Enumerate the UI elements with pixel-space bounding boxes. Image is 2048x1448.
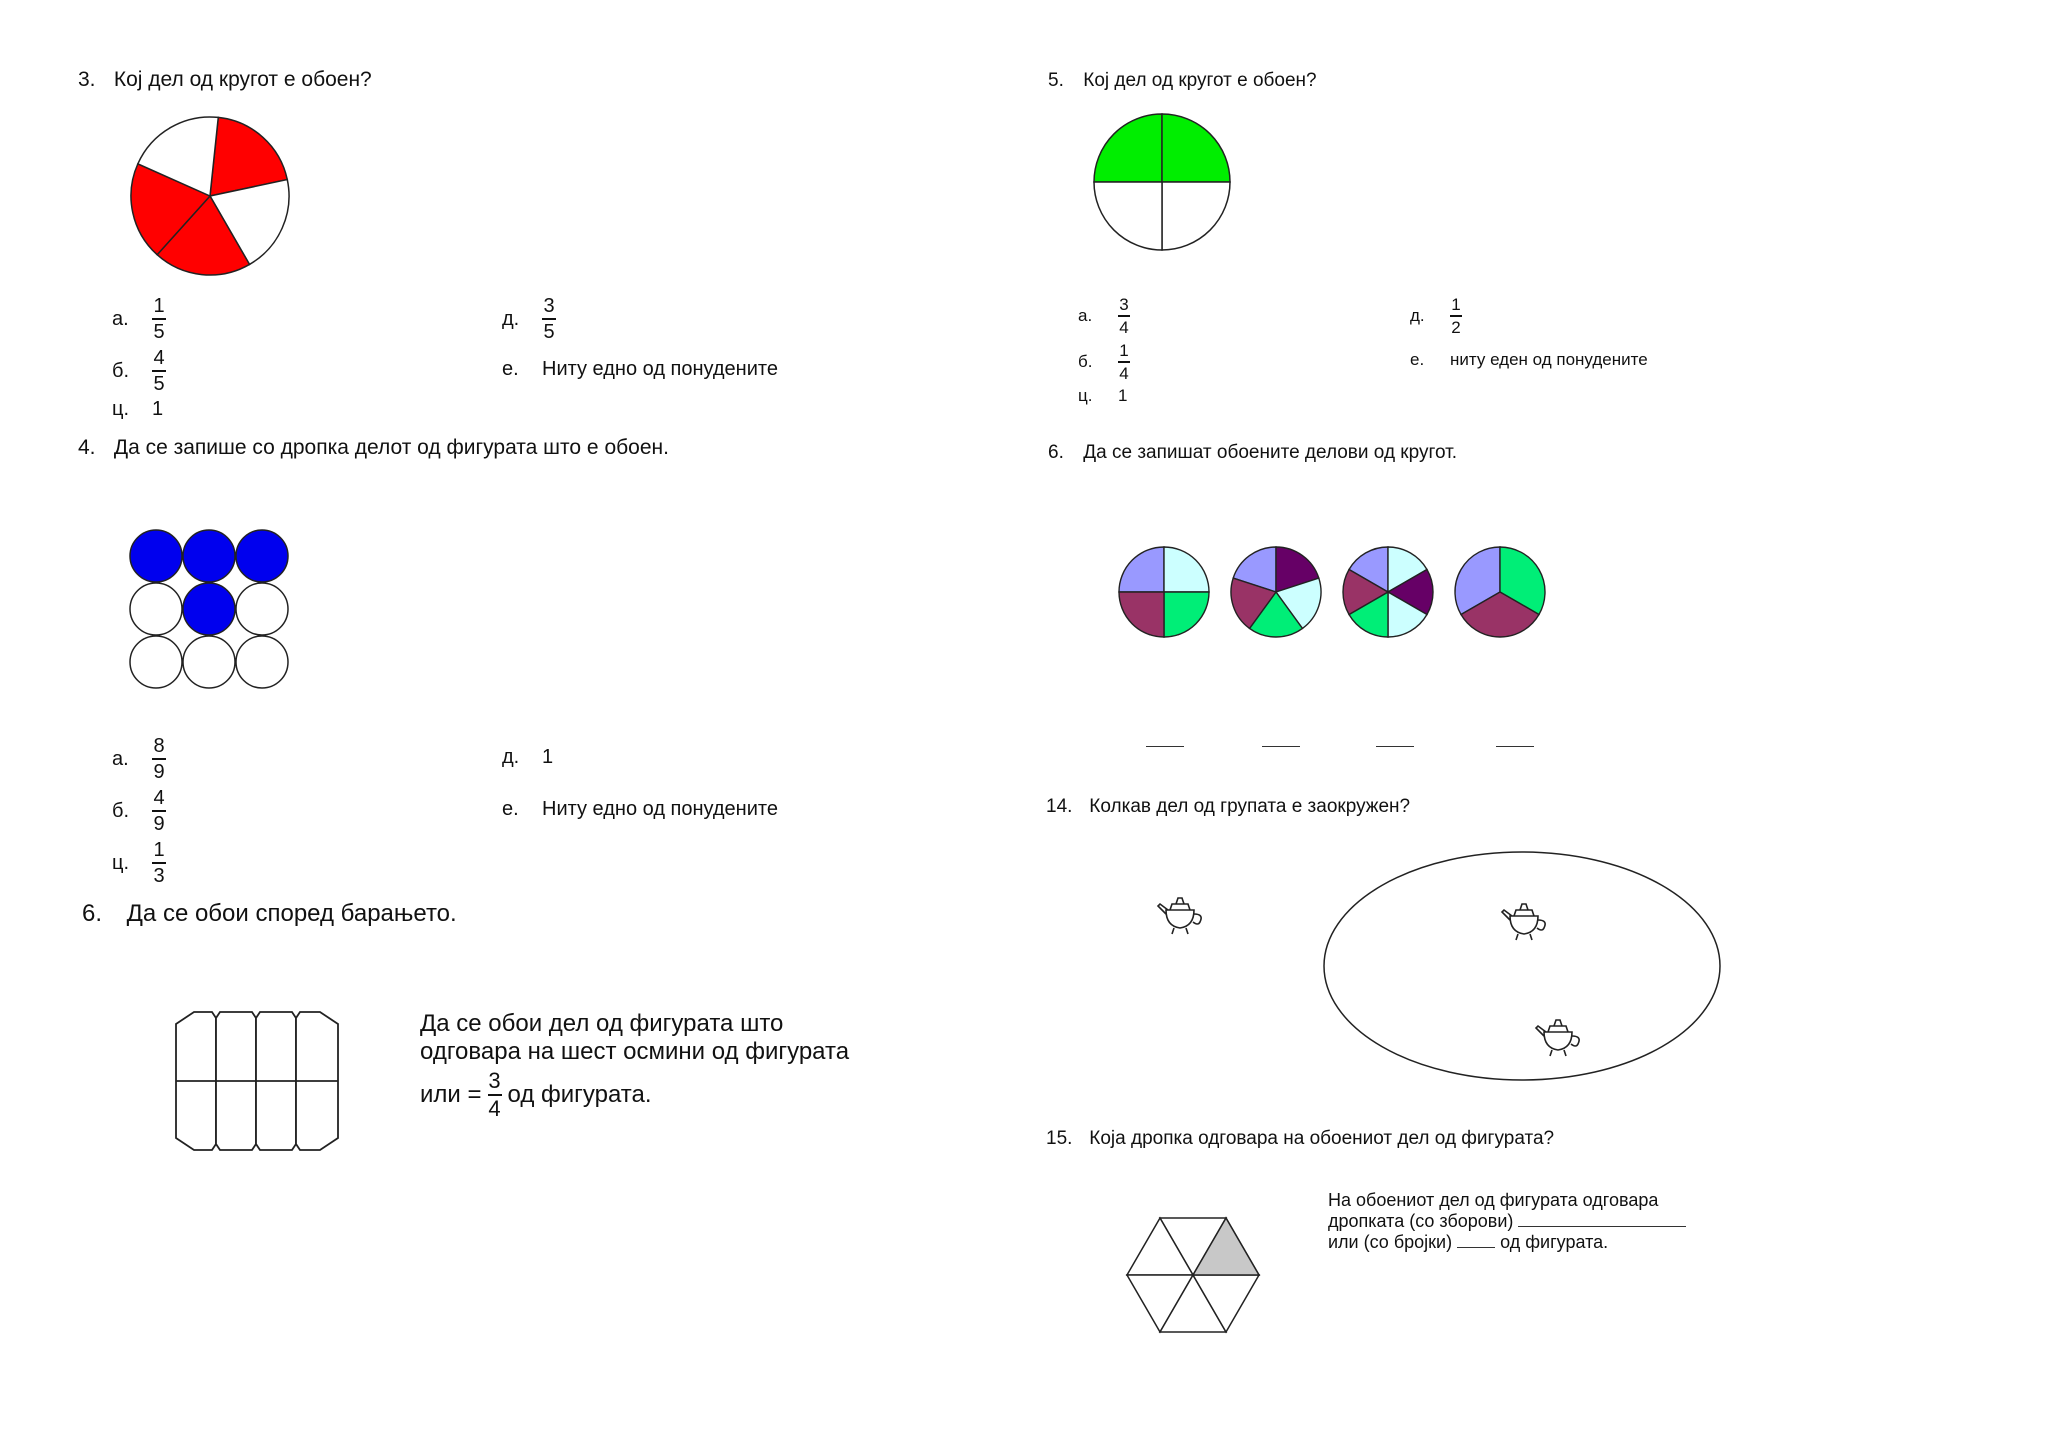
- question-text: Да се запише со дропка делот од фигурата што е обоен.: [113, 436, 669, 459]
- fraction: $\frac{8}{9}$: [153, 735, 165, 783]
- pie-slice: [1164, 592, 1209, 637]
- circled-group-ellipse: [1324, 852, 1720, 1080]
- hexagon-figure: [1126, 1216, 1260, 1334]
- answer-blank-words[interactable]: [1518, 1226, 1686, 1227]
- question-text: Колкав дел од групата е заокружен?: [1089, 796, 1411, 817]
- question-number: 6.: [82, 900, 103, 927]
- question-3: [78, 68, 372, 92]
- q5-option-a[interactable]: а. $\frac{3}{4}$: [1078, 295, 1129, 337]
- pie-chart: [1119, 547, 1209, 637]
- grid-circle: [183, 636, 235, 688]
- fraction: $\frac{3}{4}$: [488, 1068, 501, 1121]
- teapot-icon: [1502, 904, 1545, 940]
- q6b-pie-charts: [1118, 540, 1558, 644]
- fraction: $\frac{4}{5}$: [153, 347, 165, 395]
- grid-circle: [130, 530, 182, 582]
- teapot-icon: [1158, 898, 1201, 934]
- pie-slice: [1094, 182, 1162, 250]
- q5-option-b[interactable]: б. $\frac{1}{4}$: [1078, 341, 1129, 383]
- q3-option-d[interactable]: д. $\frac{3}{5}$: [502, 295, 555, 343]
- question-14: [1046, 796, 1410, 818]
- q3-option-e[interactable]: е. Ниту едно од понудените: [502, 358, 778, 380]
- q4-circle-grid: [128, 528, 292, 692]
- answer-blank-number[interactable]: [1457, 1247, 1495, 1248]
- q5-option-e[interactable]: е. ниту еден од понудените: [1410, 350, 1648, 369]
- pie-slice: [1094, 114, 1162, 182]
- q4-option-c[interactable]: ц. $\frac{1}{3}$: [112, 839, 165, 887]
- fraction: $\frac{4}{9}$: [153, 787, 165, 835]
- question-number: 6.: [1048, 442, 1064, 463]
- question-text: Кој дел од кругот е обоен?: [113, 68, 372, 91]
- question-number: 3.: [78, 68, 96, 91]
- answer-blank-2[interactable]: [1262, 746, 1300, 747]
- answer-blank-3[interactable]: [1376, 746, 1414, 747]
- grid-circle: [130, 583, 182, 635]
- q4-option-b[interactable]: б. $\frac{4}{9}$: [112, 787, 165, 835]
- question-4: [78, 436, 669, 460]
- question-15: [1046, 1128, 1554, 1150]
- pie-slice: [1164, 547, 1209, 592]
- question-number: 4.: [78, 436, 96, 459]
- question-text: Кој дел од кругот е обоен?: [1083, 70, 1317, 91]
- q3-option-c[interactable]: ц. 1: [112, 398, 164, 420]
- answer-blank-1[interactable]: [1146, 746, 1184, 747]
- q4-option-a[interactable]: а. $\frac{8}{9}$: [112, 735, 165, 783]
- question-text: Да се запишат обоените делови од кругот.: [1083, 442, 1458, 463]
- fraction: $\frac{1}{4}$: [1119, 341, 1129, 383]
- question-number: 5.: [1048, 70, 1064, 91]
- fraction: $\frac{3}{4}$: [1119, 295, 1129, 337]
- grid-circle: [183, 583, 235, 635]
- q6a-instruction: Да се обои дел од фигурата што одговара на шест осмини од фигурата или = $\frac{3}{4}$ од фигурата.: [420, 1010, 850, 1121]
- grid-circle: [236, 636, 288, 688]
- question-number: 15.: [1046, 1128, 1073, 1149]
- question-text: Да се обои според барањето.: [126, 900, 457, 927]
- fraction: $\frac{1}{2}$: [1451, 295, 1461, 337]
- pie-slice: [1162, 182, 1230, 250]
- question-text: Која дропка одговара на обоениот дел од фигурата?: [1089, 1128, 1555, 1149]
- question-6-color: [82, 900, 457, 928]
- q5-pie-chart: [1092, 112, 1232, 252]
- q5-option-c[interactable]: ц. 1: [1078, 386, 1128, 405]
- q3-option-a[interactable]: а. $\frac{1}{5}$: [112, 295, 165, 343]
- q14-group-figure: [1130, 850, 1730, 1090]
- pie-chart: [1231, 547, 1321, 637]
- pie-chart: [1343, 547, 1433, 637]
- q5-option-d[interactable]: д. $\frac{1}{2}$: [1410, 295, 1461, 337]
- pie-slice: [1119, 547, 1164, 592]
- question-5: [1048, 70, 1317, 92]
- grid-circle: [183, 530, 235, 582]
- q3-pie-overlay: [128, 114, 292, 278]
- q15-answer-text: На обоениот дел од фигурата одговара дропката (со зборови) или (со бројки) од фигурата.: [1328, 1190, 1686, 1253]
- pie-chart: [1455, 547, 1545, 637]
- fraction: $\frac{1}{3}$: [153, 839, 165, 887]
- answer-blank-4[interactable]: [1496, 746, 1534, 747]
- question-6-write: [1048, 442, 1457, 464]
- pie-slice: [1119, 592, 1164, 637]
- fraction: $\frac{3}{5}$: [543, 295, 555, 343]
- fraction: $\frac{1}{5}$: [153, 295, 165, 343]
- grid-circle: [236, 530, 288, 582]
- q3-option-b[interactable]: б. $\frac{4}{5}$: [112, 347, 165, 395]
- grid-circle: [130, 636, 182, 688]
- q4-option-d[interactable]: д. 1: [502, 746, 554, 768]
- question-number: 14.: [1046, 796, 1073, 817]
- hexagon-strip-figure: [174, 1012, 344, 1150]
- grid-circle: [236, 583, 288, 635]
- pie-slice: [1162, 114, 1230, 182]
- q4-option-e[interactable]: е. Ниту едно од понудените: [502, 798, 778, 820]
- teapot-icon: [1536, 1020, 1579, 1056]
